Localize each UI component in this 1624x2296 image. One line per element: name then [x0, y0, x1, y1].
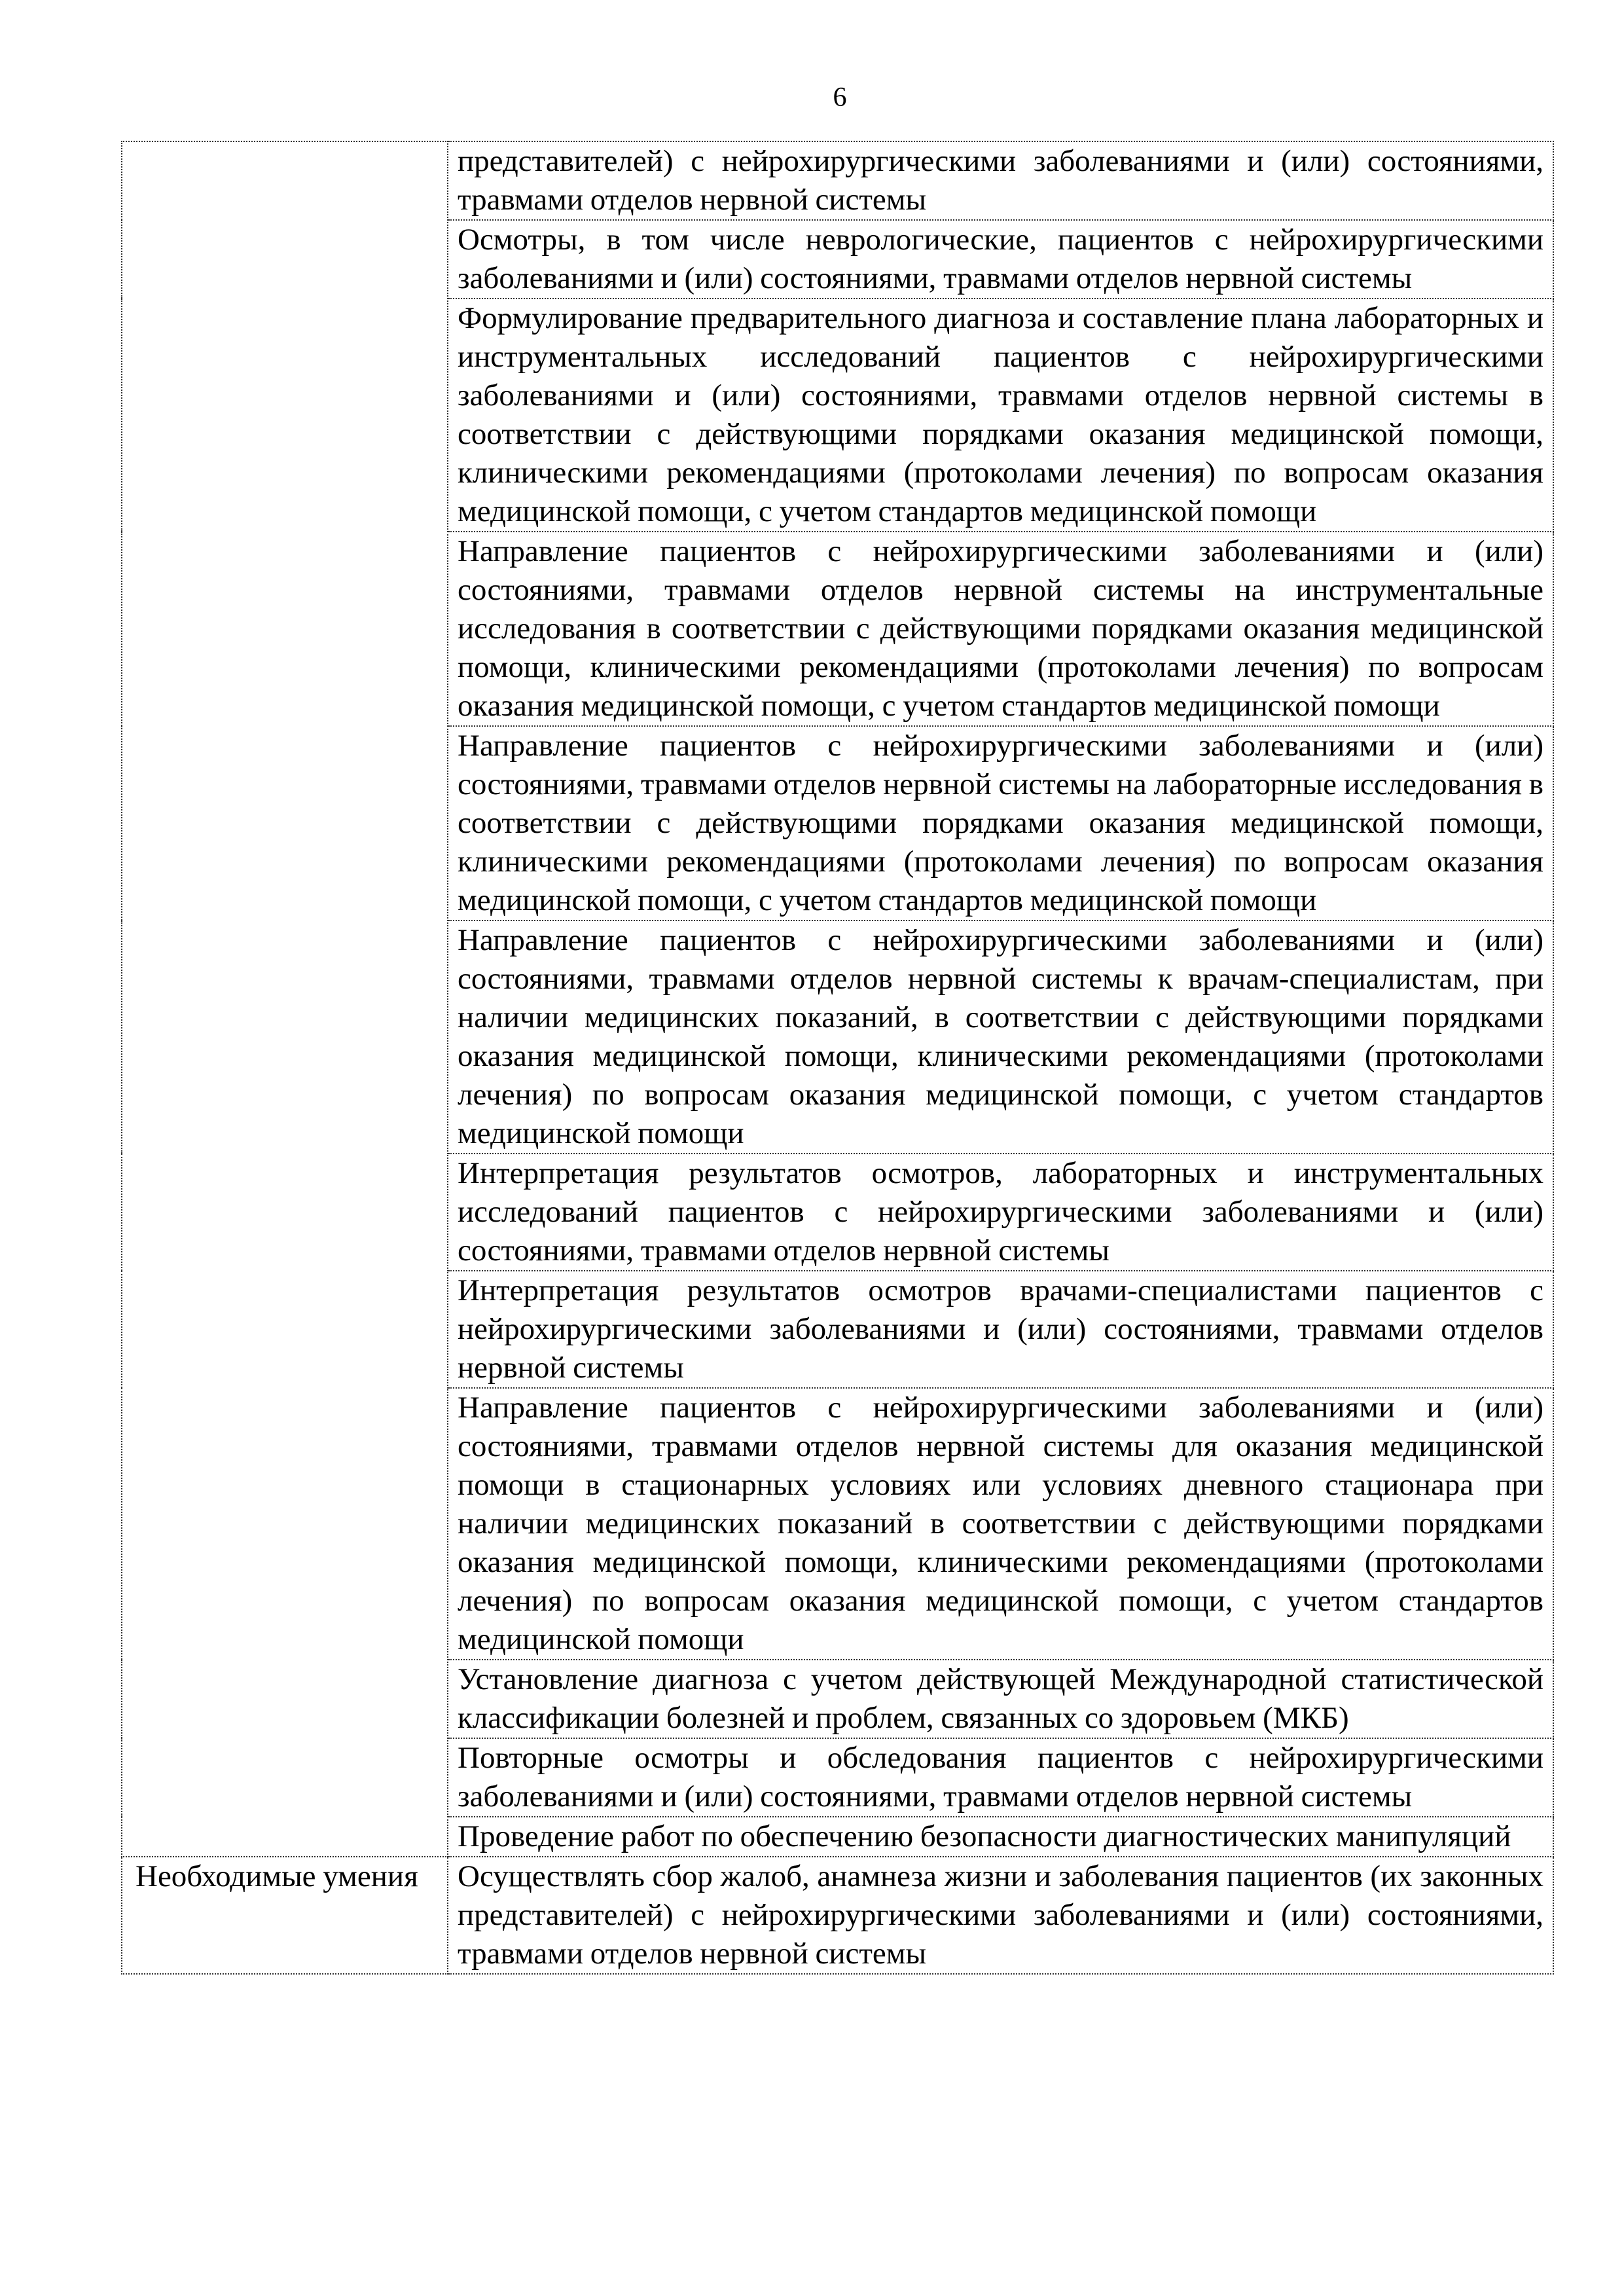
table-cell-item: Осуществлять сбор жалоб, анамнеза жизни и заболевания пациентов (их законных представителей) с нейрохирургическими заболеваниями и (или) состояниями, травмами отделов нервной системы: [448, 1857, 1553, 1974]
page-number: 6: [833, 82, 847, 113]
table-cell-item: Формулирование предварительного диагноза и составление плана лабораторных и инструментальных исследований пациентов с нейрохирургическими заболеваниями и (или) состояниями, травмами отделов нервной системы в соответствии с действующими порядками оказания медицинской помощи, клиническими рекомендациями (протоколами лечения) по вопросам оказания медицинской помощи, с учетом стандартов медицинской помощи: [448, 299, 1553, 532]
table-cell-item: Установление диагноза с учетом действующей Международной статистической классификации болезней и проблем, связанных со здоровьем (МКБ): [448, 1660, 1553, 1738]
table-cell-item: Направление пациентов с нейрохирургическими заболеваниями и (или) состояниями, травмами отделов нервной системы для оказания медицинской помощи в стационарных условиях или условиях дневного стационара при наличии медицинских показаний в соответствии с действующими порядками оказания медицинской помощи, клиническими рекомендациями (протоколами лечения) по вопросам оказания медицинской помощи, с учетом стандартов медицинской помощи: [448, 1388, 1553, 1660]
requirements-table: [121, 141, 1554, 1975]
table-cell-item: Направление пациентов с нейрохирургическими заболеваниями и (или) состояниями, травмами отделов нервной системы к врачам-специалистам, при наличии медицинских показаний, в соответствии с действующими порядками оказания медицинской помощи, клиническими рекомендациями (протоколами лечения) по вопросам оказания медицинской помощи, с учетом стандартов медицинской помощи: [448, 920, 1553, 1154]
table-cell-item: Осмотры, в том числе неврологические, пациентов с нейрохирургическими заболеваниями и (или) состояниями, травмами отделов нервной системы: [448, 220, 1553, 299]
table-cell-item: Интерпретация результатов осмотров врачами-специалистами пациентов с нейрохирургическими заболеваниями и (или) состояниями, травмами отделов нервной системы: [448, 1271, 1553, 1388]
table-cell-item: Направление пациентов с нейрохирургическими заболеваниями и (или) состояниями, травмами отделов нервной системы на инструментальные исследования в соответствии с действующими порядками оказания медицинской помощи, клиническими рекомендациями (протоколами лечения) по вопросам оказания медицинской помощи, с учетом стандартов медицинской помощи: [448, 532, 1553, 726]
table-row: [122, 1857, 1553, 1974]
table-row: [122, 141, 1553, 220]
table-cell-item: Направление пациентов с нейрохирургическими заболеваниями и (или) состояниями, травмами отделов нервной системы на лабораторные исследования в соответствии с действующими порядками оказания медицинской помощи, клиническими рекомендациями (протоколами лечения) по вопросам оказания медицинской помощи, с учетом стандартов медицинской помощи: [448, 726, 1553, 920]
section-label-cell: Необходимые умения: [122, 1857, 448, 1974]
section-label-cell: [122, 141, 448, 1857]
table-cell-item: представителей) с нейрохирургическими заболеваниями и (или) состояниями, травмами отделов нервной системы: [448, 141, 1553, 220]
table-cell-item: Интерпретация результатов осмотров, лабораторных и инструментальных исследований пациентов с нейрохирургическими заболеваниями и (или) состояниями, травмами отделов нервной системы: [448, 1154, 1553, 1271]
table-cell-item: Проведение работ по обеспечению безопасности диагностических манипуляций: [448, 1817, 1553, 1857]
table-cell-item: Повторные осмотры и обследования пациентов с нейрохирургическими заболеваниями и (или) состояниями, травмами отделов нервной системы: [448, 1738, 1553, 1817]
